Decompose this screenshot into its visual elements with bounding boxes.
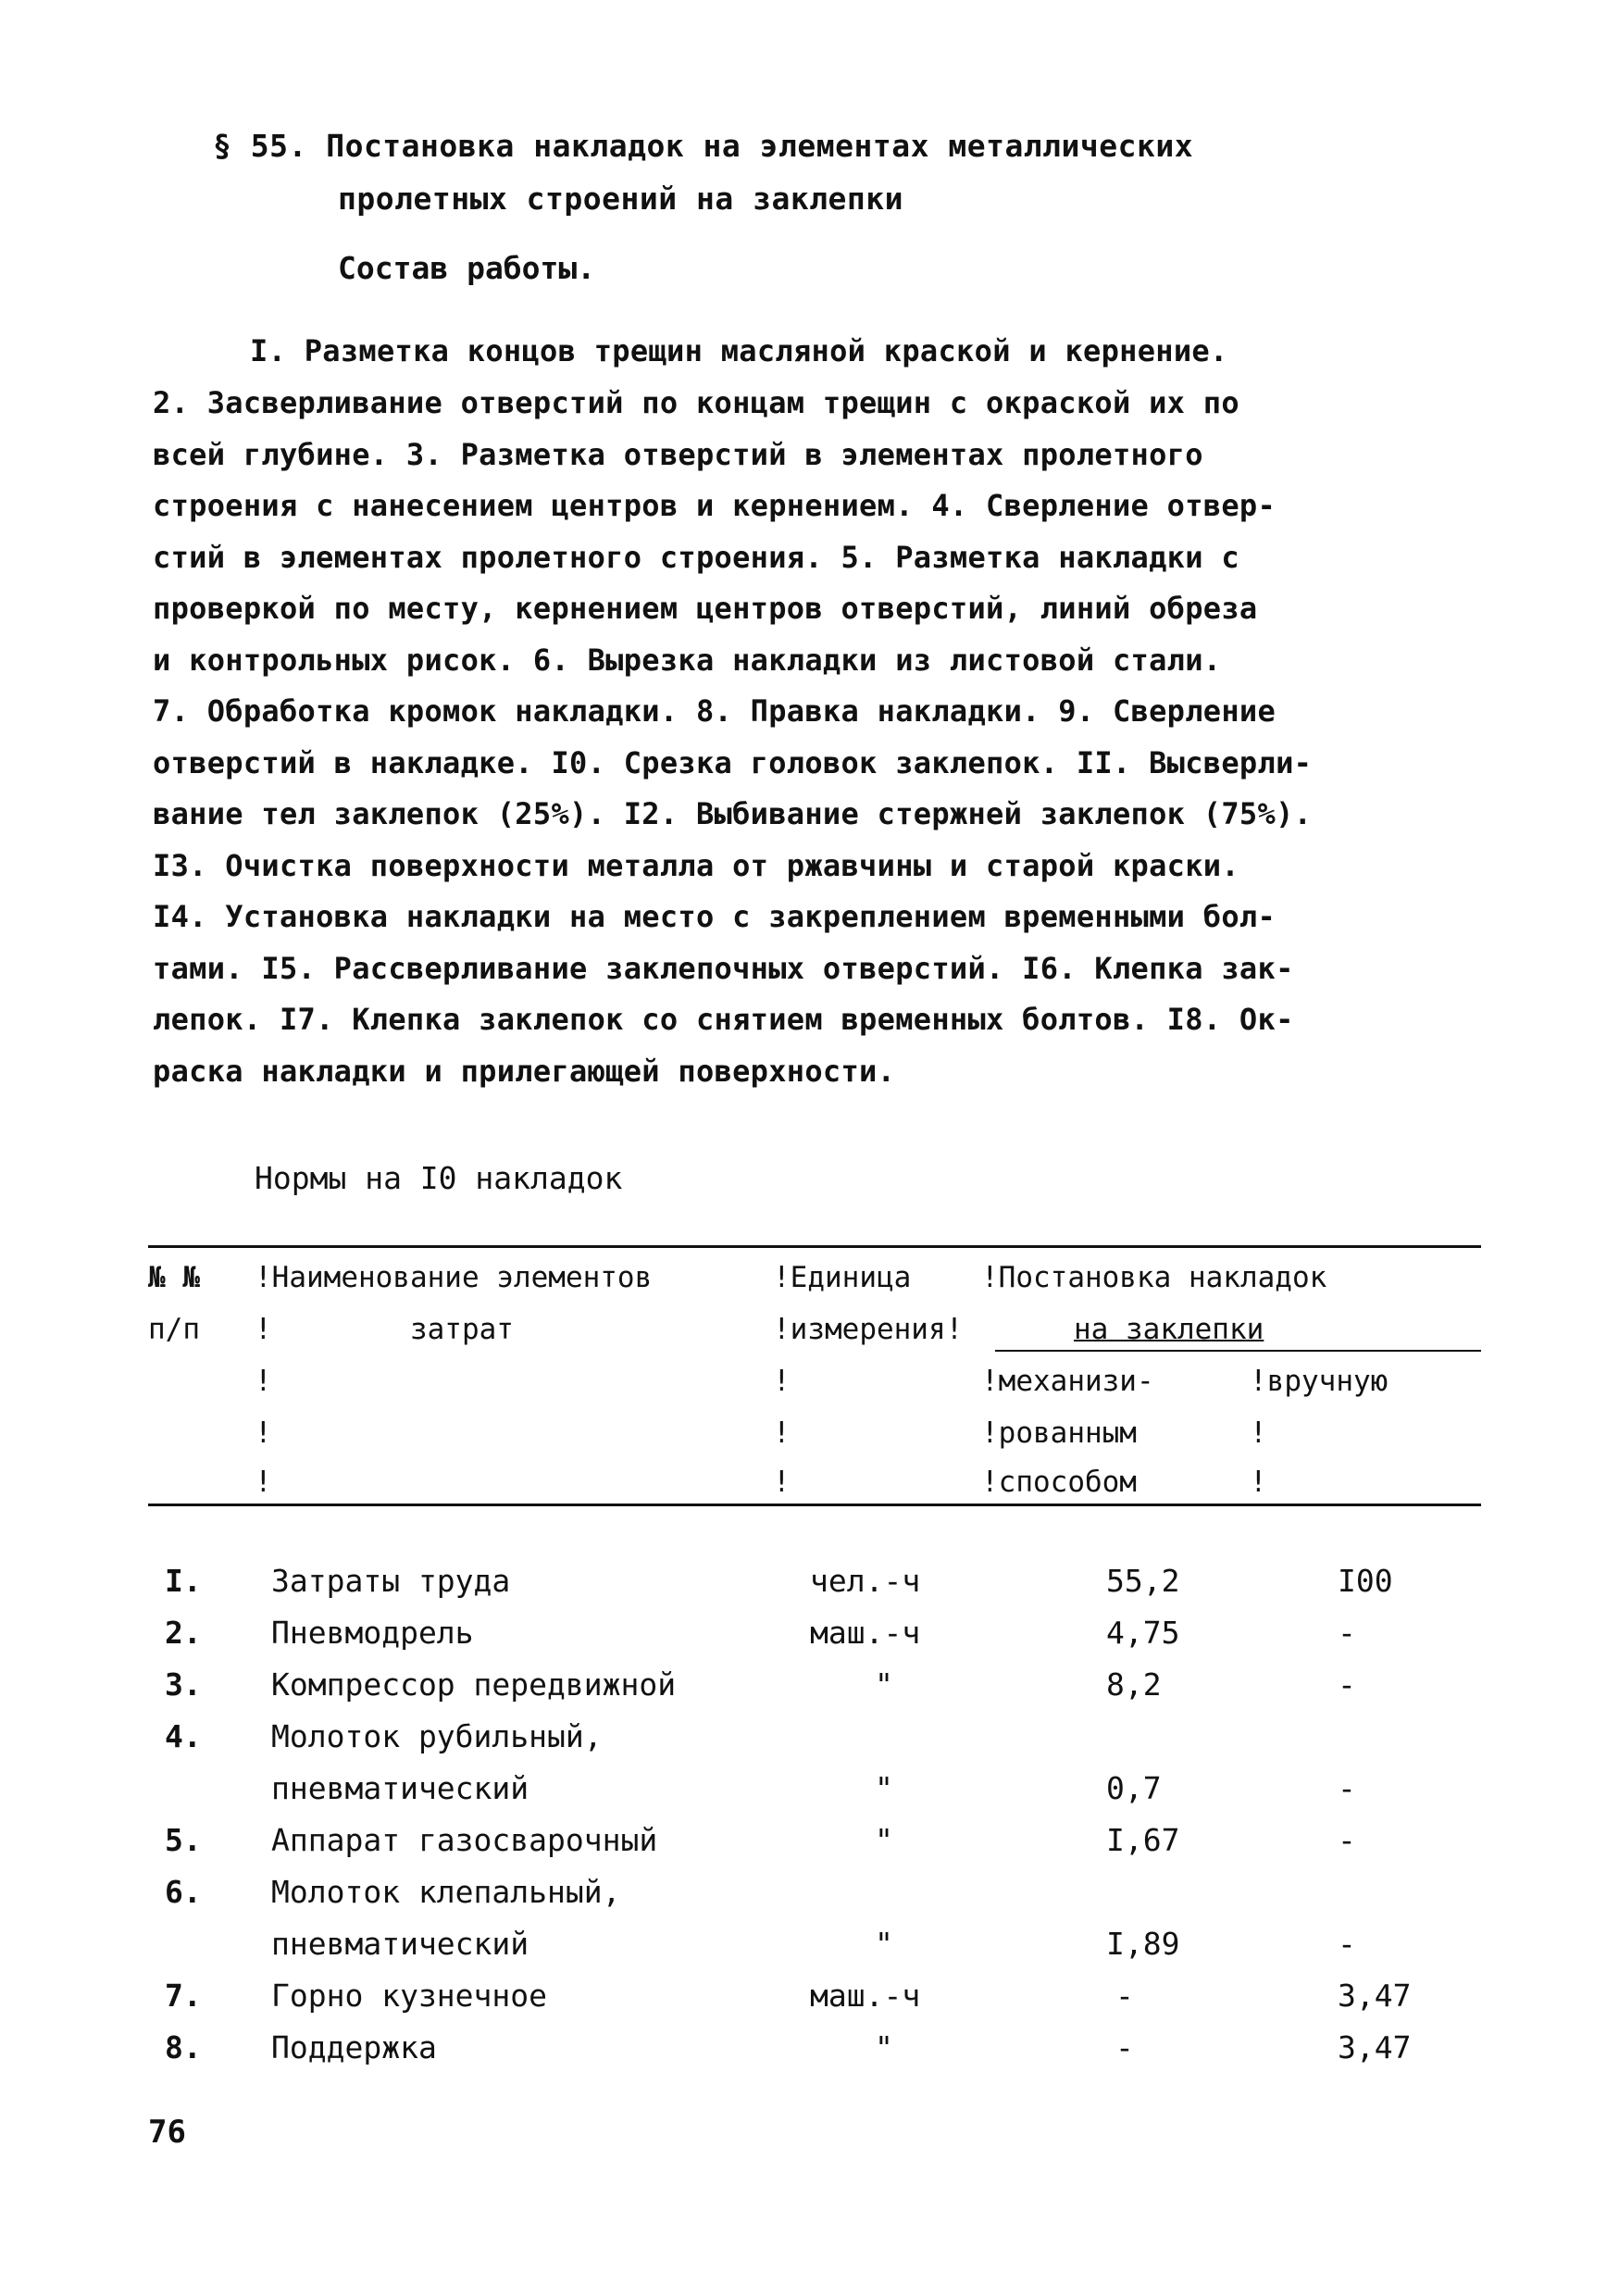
row-mech-value: - xyxy=(1115,2029,1134,2065)
row-name: пневматический xyxy=(271,1770,529,1806)
header-name-line-1: !Наименование элементов xyxy=(255,1261,653,1294)
row-mech-value: 8,2 xyxy=(1106,1666,1162,1703)
header-group-rule xyxy=(995,1350,1481,1352)
work-text-line: I4. Установка накладки на место с закреплением временными бол- xyxy=(153,899,1277,934)
row-unit: " xyxy=(875,2029,893,2065)
work-text-line: 7. Обработка кромок накладки. 8. Правка накладки. 9. Сверление xyxy=(153,693,1277,729)
table-top-rule xyxy=(148,1245,1481,1248)
header-bang: ! xyxy=(255,1466,272,1499)
row-unit: маш.-ч xyxy=(810,1978,921,2014)
row-mech-value: 0,7 xyxy=(1106,1770,1162,1806)
row-number: 6. xyxy=(165,1874,202,1910)
work-text-line: проверкой по месту, кернением центров отверстий, линий обреза xyxy=(153,591,1258,626)
row-name: Пневмодрель xyxy=(271,1615,474,1651)
work-text-line: I. Разметка концов трещин масляной краской и кернение. xyxy=(250,333,1228,368)
row-mech-value: 55,2 xyxy=(1106,1563,1180,1599)
work-text-line: тами. I5. Рассверливание заклепочных отверстий. I6. Клепка зак- xyxy=(153,951,1294,986)
work-text-line: стий в элементах пролетного строения. 5. Разметка накладки с xyxy=(153,540,1239,575)
row-number: 2. xyxy=(165,1615,202,1651)
row-name: Молоток рубильный, xyxy=(271,1718,603,1754)
row-mech-value: I,89 xyxy=(1106,1926,1180,1962)
work-text-line: I3. Очистка поверхности металла от ржавчины и старой краски. xyxy=(153,848,1239,883)
section-title-line-1: § 55. Постановка накладок на элементах металлических xyxy=(213,128,1194,164)
header-bang: ! xyxy=(773,1365,791,1398)
table-header-rule xyxy=(148,1504,1481,1506)
header-hand-line-2: ! xyxy=(1250,1416,1267,1450)
header-group-line-2: на заклепки xyxy=(1074,1313,1264,1346)
row-unit: " xyxy=(875,1822,893,1858)
row-unit: " xyxy=(875,1926,893,1962)
work-text-line: отверстий в накладке. I0. Срезка головок заклепок. II. Высверли- xyxy=(153,745,1313,780)
row-unit: " xyxy=(875,1666,893,1703)
row-number: I. xyxy=(165,1563,202,1599)
header-mech-line-1: !механизи- xyxy=(981,1365,1154,1398)
work-text-line: вание тел заклепок (25%). I2. Выбивание стержней заклепок (75%). xyxy=(153,796,1313,831)
header-name-line-2: ! затрат xyxy=(255,1313,514,1346)
row-hand-value: - xyxy=(1338,1770,1356,1806)
composition-heading: Состав работы. xyxy=(338,250,596,286)
header-unit-line-1: !Единица xyxy=(773,1261,912,1294)
row-mech-value: I,67 xyxy=(1106,1822,1180,1858)
norms-title: Нормы на I0 накладок xyxy=(255,1160,623,1196)
row-number: 4. xyxy=(165,1718,202,1754)
row-hand-value: - xyxy=(1338,1822,1356,1858)
row-name: Горно кузнечное xyxy=(271,1978,548,2014)
row-number: 3. xyxy=(165,1666,202,1703)
header-hand-line-1: !вручную xyxy=(1250,1365,1389,1398)
row-number: 5. xyxy=(165,1822,202,1858)
work-text-line: строения с нанесением центров и кернением. 4. Сверление отвер- xyxy=(153,488,1277,523)
header-mech-line-3: !способом xyxy=(981,1466,1137,1499)
row-hand-value: - xyxy=(1338,1666,1356,1703)
row-hand-value: I00 xyxy=(1338,1563,1393,1599)
header-mech-line-2: !рованным xyxy=(981,1416,1137,1450)
header-unit-line-2: !измерения! xyxy=(773,1313,964,1346)
row-unit: " xyxy=(875,1770,893,1806)
row-mech-value: - xyxy=(1115,1978,1134,2014)
row-name: Компрессор передвижной xyxy=(271,1666,677,1703)
page-number: 76 xyxy=(148,2114,186,2151)
header-bang: ! xyxy=(773,1466,791,1499)
row-hand-value: 3,47 xyxy=(1338,2029,1412,2065)
row-name: Поддержка xyxy=(271,2029,437,2065)
section-title-line-2: пролетных строений на заклепки xyxy=(338,181,904,217)
row-hand-value: 3,47 xyxy=(1338,1978,1412,2014)
row-hand-value: - xyxy=(1338,1615,1356,1651)
header-group-line-1: !Постановка накладок xyxy=(981,1261,1327,1294)
row-number: 7. xyxy=(165,1978,202,2014)
work-text-line: 2. Засверливание отверстий по концам трещин с окраской их по xyxy=(153,385,1239,420)
work-text-line: и контрольных рисок. 6. Вырезка накладки из листовой стали. xyxy=(153,643,1222,678)
row-number: 8. xyxy=(165,2029,202,2065)
row-hand-value: - xyxy=(1338,1926,1356,1962)
row-name: Затраты труда xyxy=(271,1563,511,1599)
header-bang: ! xyxy=(255,1365,272,1398)
row-unit: маш.-ч xyxy=(810,1615,921,1651)
work-text-line: раска накладки и прилегающей поверхности. xyxy=(153,1054,896,1089)
row-name: пневматический xyxy=(271,1926,529,1962)
header-hand-line-3: ! xyxy=(1250,1466,1267,1499)
row-name: Молоток клепальный, xyxy=(271,1874,621,1910)
work-text-line: лепок. I7. Клепка заклепок со снятием временных болтов. I8. Ок- xyxy=(153,1002,1294,1037)
header-bang: ! xyxy=(255,1416,272,1450)
row-unit: чел.-ч xyxy=(810,1563,921,1599)
header-bang: ! xyxy=(773,1416,791,1450)
row-name: Аппарат газосварочный xyxy=(271,1822,658,1858)
work-text-line: всей глубине. 3. Разметка отверстий в элементах пролетного xyxy=(153,437,1203,472)
row-mech-value: 4,75 xyxy=(1106,1615,1180,1651)
header-num-line-2: п/п xyxy=(148,1313,200,1346)
header-num-line-1: № № xyxy=(148,1261,200,1294)
